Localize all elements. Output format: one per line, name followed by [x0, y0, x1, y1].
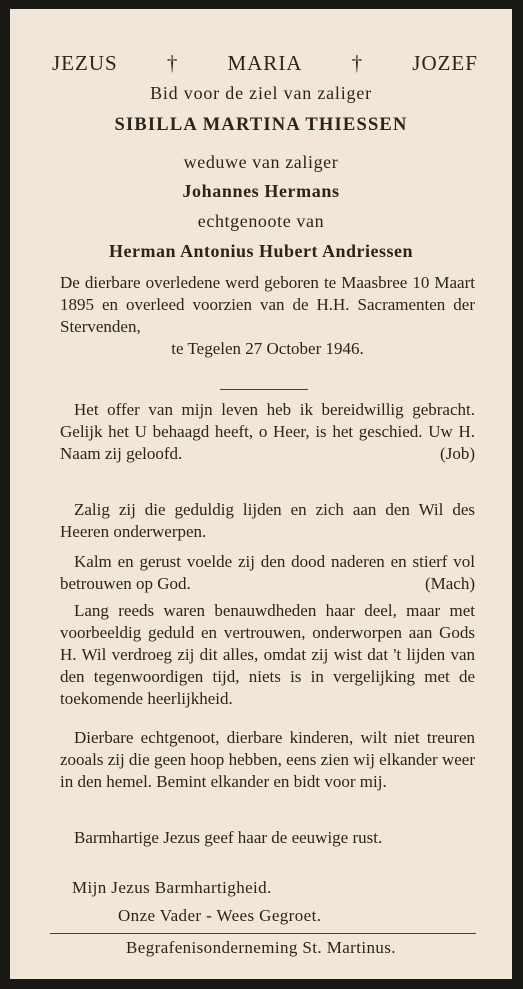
divider: [220, 389, 308, 390]
quote-paragraph: [60, 600, 475, 710]
biography: [60, 272, 475, 360]
quote-source: (Mach): [424, 574, 475, 593]
quote-paragraph: [60, 827, 475, 849]
quote-paragraph: [60, 499, 475, 543]
footer-rule: [50, 933, 476, 934]
header-jezus: JEZUS: [52, 51, 118, 75]
deceased-name: SIBILLA MARTINA THIESSEN: [114, 115, 408, 135]
relation-widow: weduwe van zaliger: [183, 152, 339, 172]
quote-text: Kalm en gerust voelde zij den dood naderen en stierf vol betrouwen op God.: [60, 552, 475, 593]
quote-text: Lang reeds waren benauwdheden haar deel, maar met voorbeeldig geduld en vertrouwen, onderworpen aan Gods H. Wil verdroeg zij dit alles, omdat zij wist dat 't lijden van den tegenwoordigen tijd, niets is in vergelijking met de toekomende heerlijkheid.: [60, 601, 475, 708]
funeral-home-footer: Begrafenisonderneming St. Martinus.: [126, 938, 396, 957]
biography-last-line: te Tegelen 27 October 1946.: [171, 339, 364, 358]
relation-spouse: echtgenoote van: [197, 211, 325, 231]
quote-text: Barmhartige Jezus geef haar de eeuwige rust.: [74, 828, 383, 847]
intro-line: Bid voor de ziel van zaliger: [150, 83, 372, 103]
first-spouse-name: Johannes Hermans: [182, 181, 340, 201]
quote-text: Zalig zij die geduldig lijden en zich aan den Wil des Heeren onderwerpen.: [60, 500, 475, 541]
prayer-line: Onze Vader - Wees Gegroet.: [118, 906, 322, 925]
quote-text: Het offer van mijn leven heb ik bereidwillig gebracht. Gelijk het U behaagd heeft, o Heer, is het geschied. Uw H. Naam zij geloofd.: [60, 400, 475, 463]
quote-text: Dierbare echtgenoot, dierbare kinderen, wilt niet treuren zooals zij die geen hoop hebben, eens zien wij elkander weer in den hemel. Bemint elkander en bidt voor mij.: [60, 728, 475, 791]
header-jozef: JOZEF: [412, 51, 478, 75]
memorial-card: [10, 9, 512, 979]
biography-text: De dierbare overledene werd geboren te Maasbree 10 Maart 1895 en overleed voorzien van de H.H. Sacramenten der Stervenden,: [60, 273, 475, 336]
cross-icon: †: [351, 51, 364, 75]
header-maria: MARIA: [227, 51, 303, 75]
prayer-line: Mijn Jezus Barmhartigheid.: [72, 878, 272, 897]
quote-source: (Job): [440, 444, 475, 463]
cross-icon: †: [166, 51, 179, 75]
second-spouse-name: Herman Antonius Hubert Andriessen: [108, 241, 414, 261]
header-invocation: [52, 51, 478, 76]
quote-paragraph: [60, 399, 475, 465]
quote-paragraph: [60, 551, 475, 595]
quote-paragraph: [60, 727, 475, 793]
